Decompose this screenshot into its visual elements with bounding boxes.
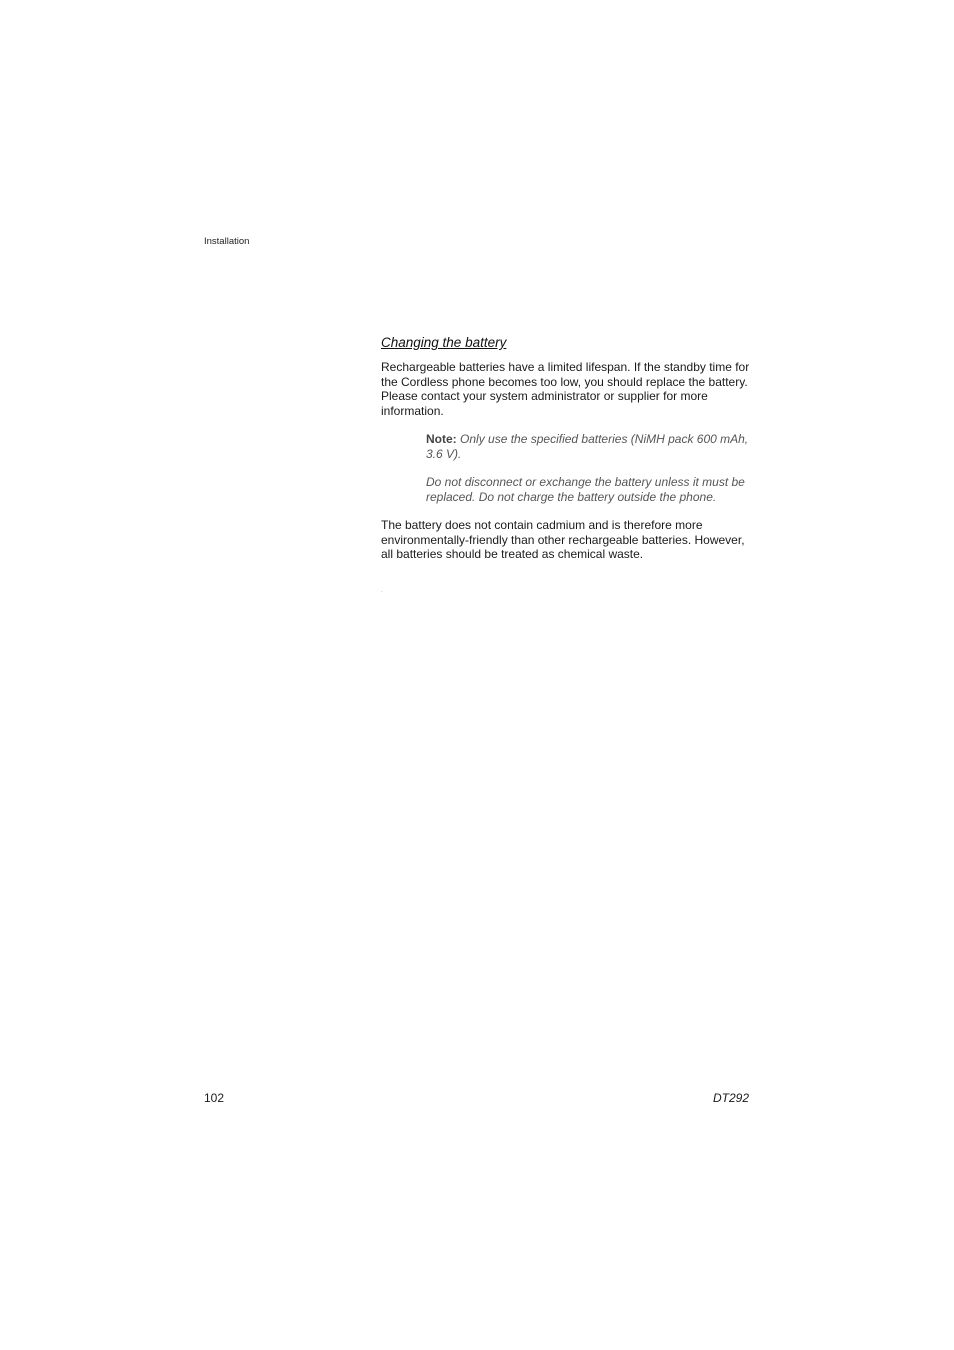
page-number: 102 [204,1091,225,1105]
product-name: DT292 [712,1091,749,1105]
stray-mark: . [381,588,383,594]
note-text: Only use the specified batteries (NiMH pack 600 mAh, 3.6 V). [426,432,749,461]
note-paragraph-2: Do not disconnect or exchange the battery unless it must be replaced. Do not charge the battery outside the phone. [426,475,745,504]
main-content [381,334,753,576]
note-block [426,432,753,504]
note-label: Note: [426,432,457,446]
running-header: Installation [204,236,250,247]
disposal-paragraph: The battery does not contain cadmium and is therefore more environmentally-friendly than other rechargeable batteries. However, all batteries should be treated as chemical waste. [381,518,745,561]
section-title: Changing the battery [381,335,507,350]
note-paragraph [426,432,753,461]
intro-paragraph: Rechargeable batteries have a limited lifespan. If the standby time for the Cordless phone becomes too low, you should replace the battery. Please contact your system administrator or supplier for more information. [381,360,750,418]
